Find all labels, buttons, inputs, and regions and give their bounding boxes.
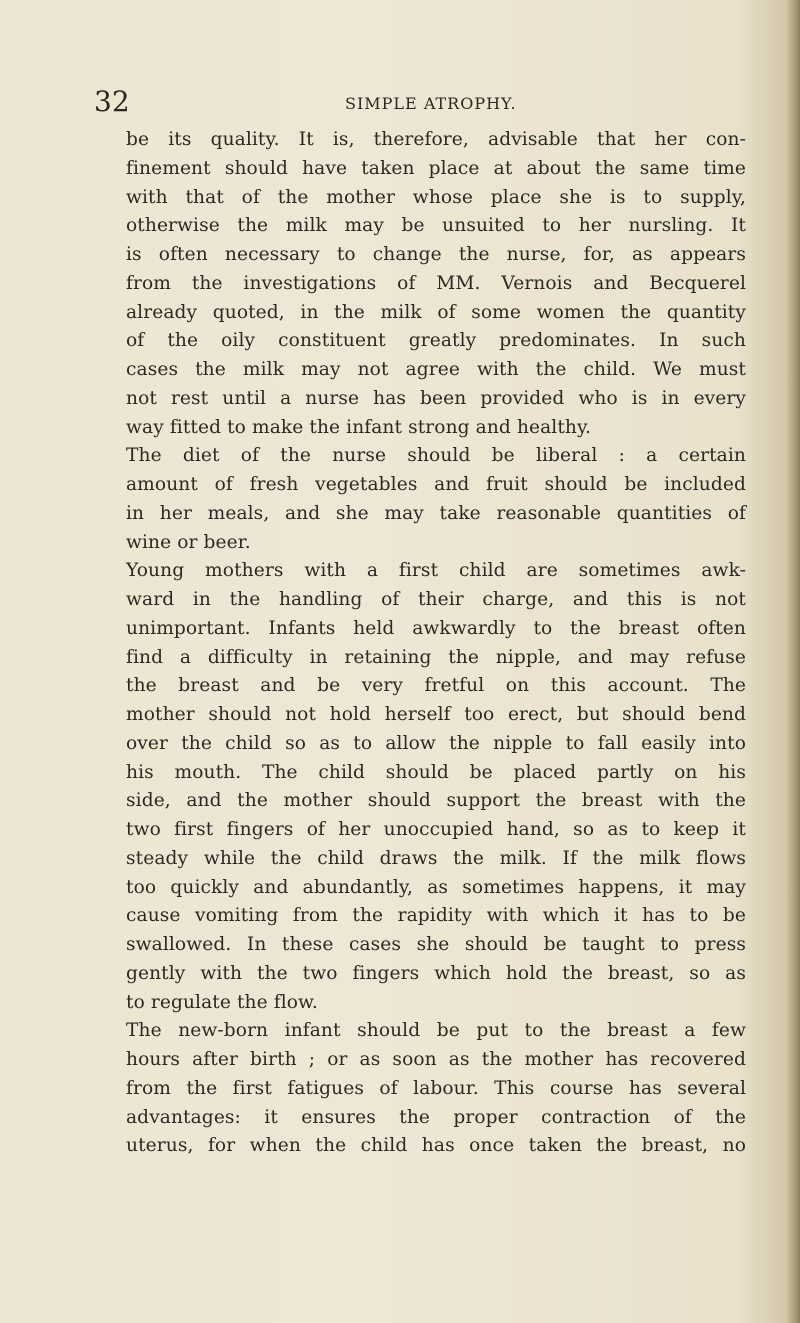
text-line: hours after birth ; or as soon as the mother has recovered <box>126 1049 746 1070</box>
text-line: his mouth. The child should be placed partly on his <box>126 761 746 783</box>
text-line: gently with the two fingers which hold the breast, so as <box>126 962 746 984</box>
text-line: cases the milk may not agree with the child. We must <box>126 359 746 380</box>
text-line: advantages: it ensures the proper contraction of the <box>126 1106 746 1128</box>
text-line: steady while the child draws the milk. If the milk flows <box>126 847 746 869</box>
text-line: finement should have taken place at about the same time <box>126 157 746 179</box>
body-text <box>126 126 746 1161</box>
text-line: uterus, for when the child has once taken the breast, no <box>126 1135 746 1157</box>
text-line: the breast and be very fretful on this account. The <box>126 675 746 697</box>
text-line: already quoted, in the milk of some women the quantity <box>126 301 746 323</box>
text-line: find a difficulty in retaining the nipple, and may refuse <box>126 646 746 668</box>
running-head <box>0 84 800 124</box>
text-line: over the child so as to allow the nipple to fall easily into <box>126 732 746 754</box>
text-line: in her meals, and she may take reasonable quantities of <box>126 502 746 524</box>
text-line: way fitted to make the infant strong and healthy. <box>126 416 592 438</box>
text-line: from the investigations of MM. Vernois and Becquerel <box>126 272 746 294</box>
text-line: two first fingers of her unoccupied hand, so as to keep it <box>126 819 746 840</box>
text-line: cause vomiting from the rapidity with which it has to be <box>126 905 746 927</box>
text-line: is often necessary to change the nurse, for, as appears <box>126 244 746 265</box>
text-line: The diet of the nurse should be liberal : a certain <box>126 445 746 467</box>
text-line: wine or beer. <box>126 531 251 553</box>
page-number: 32 <box>94 85 130 118</box>
page-edge-shadow <box>786 0 800 1323</box>
text-line: be its quality. It is, therefore, advisable that her con- <box>126 129 746 150</box>
text-line: of the oily constituent greatly predominates. In such <box>126 330 746 352</box>
text-line: not rest until a nurse has been provided who is in every <box>126 387 746 409</box>
text-line: ward in the handling of their charge, and this is not <box>126 589 746 610</box>
text-line: from the first fatigues of labour. This course has several <box>126 1077 746 1099</box>
running-title: SIMPLE ATROPHY. <box>345 94 517 113</box>
text-line: Young mothers with a first child are sometimes awk- <box>126 560 746 582</box>
text-line: swallowed. In these cases she should be taught to press <box>126 934 746 955</box>
text-line: too quickly and abundantly, as sometimes happens, it may <box>126 876 746 898</box>
text-line: The new-born infant should be put to the breast a few <box>126 1020 746 1042</box>
text-line: otherwise the milk may be unsuited to her nursling. It <box>126 215 746 237</box>
text-line: unimportant. Infants held awkwardly to the breast often <box>126 617 746 639</box>
text-line: to regulate the flow. <box>126 991 318 1013</box>
text-line: amount of fresh vegetables and fruit should be included <box>126 474 746 495</box>
text-line: side, and the mother should support the breast with the <box>126 790 746 812</box>
text-line: with that of the mother whose place she is to supply, <box>126 186 746 208</box>
text-line: mother should not hold herself too erect, but should bend <box>126 704 746 725</box>
